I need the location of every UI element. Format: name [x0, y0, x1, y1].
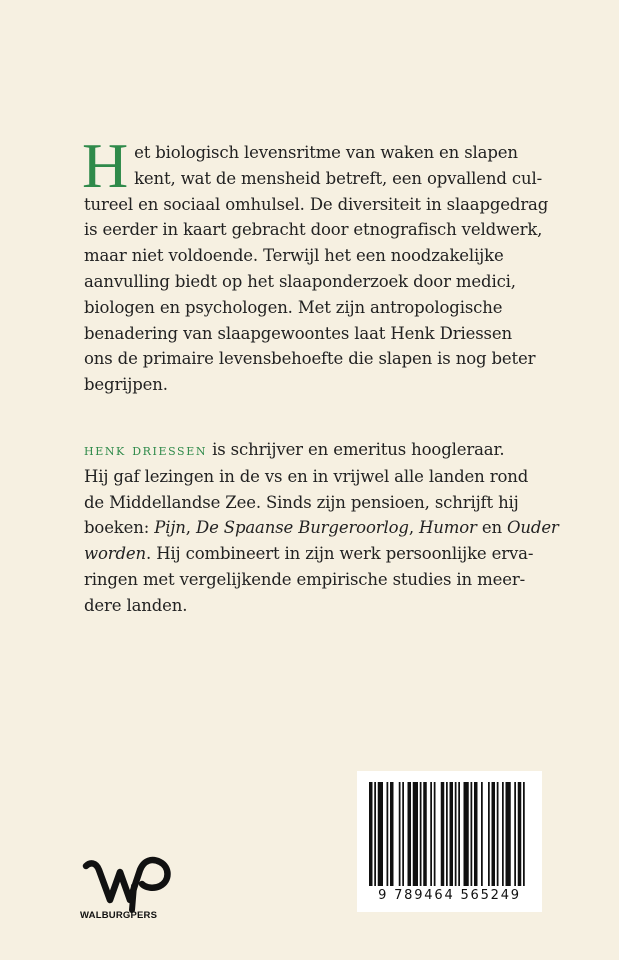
- barcode-bar: [378, 782, 383, 886]
- barcode-bar: [402, 782, 404, 886]
- author-name: henk driessen: [84, 441, 208, 459]
- barcode-bar: [518, 782, 522, 886]
- bio-text: ,: [185, 518, 196, 538]
- barcode-bar: [423, 782, 427, 886]
- blurb-line: begrijpen.: [84, 375, 168, 395]
- book-title: worden: [84, 544, 146, 564]
- barcode-bar: [481, 782, 483, 886]
- barcode-bar: [474, 782, 478, 886]
- barcode-bars: [367, 782, 532, 886]
- barcode-bar: [455, 782, 457, 886]
- barcode-bar: [408, 782, 412, 886]
- barcode-bar: [506, 782, 511, 886]
- book-title: De Spaanse Burgeroorlog: [196, 518, 409, 538]
- barcode-bar: [399, 782, 401, 886]
- barcode-bar: [420, 782, 422, 886]
- barcode-bar: [441, 782, 445, 886]
- publisher-name: WALBURGPERS: [80, 910, 158, 921]
- blurb-line: aanvulling biedt op het slaaponderzoek door medici,: [84, 271, 516, 291]
- bio-text: is schrijver en emeritus hoogleraar.: [207, 440, 505, 459]
- bio-line: [84, 437, 554, 464]
- bio-line: Hij gaf lezingen in de vs en in vrijwel alle landen rond: [84, 466, 529, 486]
- bio-line: ringen met vergelijkende empirische studies in meer-: [84, 569, 525, 589]
- barcode-bar: [369, 782, 373, 886]
- barcode-bar: [523, 782, 525, 886]
- bio-text: ,: [408, 518, 420, 538]
- barcode-bar: [458, 782, 460, 886]
- barcode-bar: [488, 782, 490, 886]
- bio-line: [84, 541, 554, 567]
- barcode-bar: [464, 782, 469, 886]
- barcode-bar: [374, 782, 376, 886]
- blurb-text: [82, 130, 554, 398]
- barcode-bar: [430, 782, 432, 886]
- bio-line: [84, 515, 559, 541]
- barcode-bar: [492, 782, 496, 886]
- barcode-bar: [471, 782, 473, 886]
- author-bio: [84, 437, 559, 619]
- bio-text: en: [476, 518, 508, 538]
- bio-text: boeken:: [84, 518, 155, 538]
- barcode-bar: [502, 782, 504, 886]
- blurb-line: is eerder in kaart gebracht door etnografisch veldwerk,: [84, 220, 543, 240]
- bio-text: . Hij combineert in zijn werk persoonlijke erva-: [146, 544, 534, 564]
- book-title: Pijn: [154, 518, 186, 538]
- blurb-line: ons de primaire levensbehoefte die slapen is nog beter: [84, 349, 536, 369]
- barcode-bar: [514, 782, 516, 886]
- bio-line: dere landen.: [84, 595, 188, 615]
- barcode-bar: [387, 782, 389, 886]
- book-title: Humor: [419, 518, 477, 538]
- isbn-barcode: [357, 771, 542, 912]
- blurb-line: et biologisch levensritme van waken en slapen: [134, 143, 518, 162]
- barcode-bar: [446, 782, 448, 886]
- barcode-bar: [413, 782, 418, 886]
- barcode-bar: [434, 782, 436, 886]
- drop-cap: H: [82, 130, 129, 201]
- blurb-line: benadering van slaapgewoontes laat Henk Driessen: [84, 323, 512, 343]
- blurb-line: maar niet voldoende. Terwijl het een noodzakelijke: [84, 246, 504, 266]
- isbn-digits: 9 789464 565249: [378, 888, 521, 903]
- blurb-line: tureel en sociaal omhulsel. De diversiteit in slaapgedrag: [84, 194, 549, 214]
- barcode-bar: [497, 782, 499, 886]
- bio-line: de Middellandse Zee. Sinds zijn pensioen, schrijft hij: [84, 492, 519, 512]
- blurb-line: biologen en psychologen. Met zijn antropologische: [84, 297, 503, 317]
- barcode-bar: [450, 782, 454, 886]
- blurb-line: kent, wat de mensheid betreft, een opvallend cul-: [134, 168, 542, 188]
- barcode-bar: [390, 782, 394, 886]
- book-title: Ouder: [507, 518, 559, 538]
